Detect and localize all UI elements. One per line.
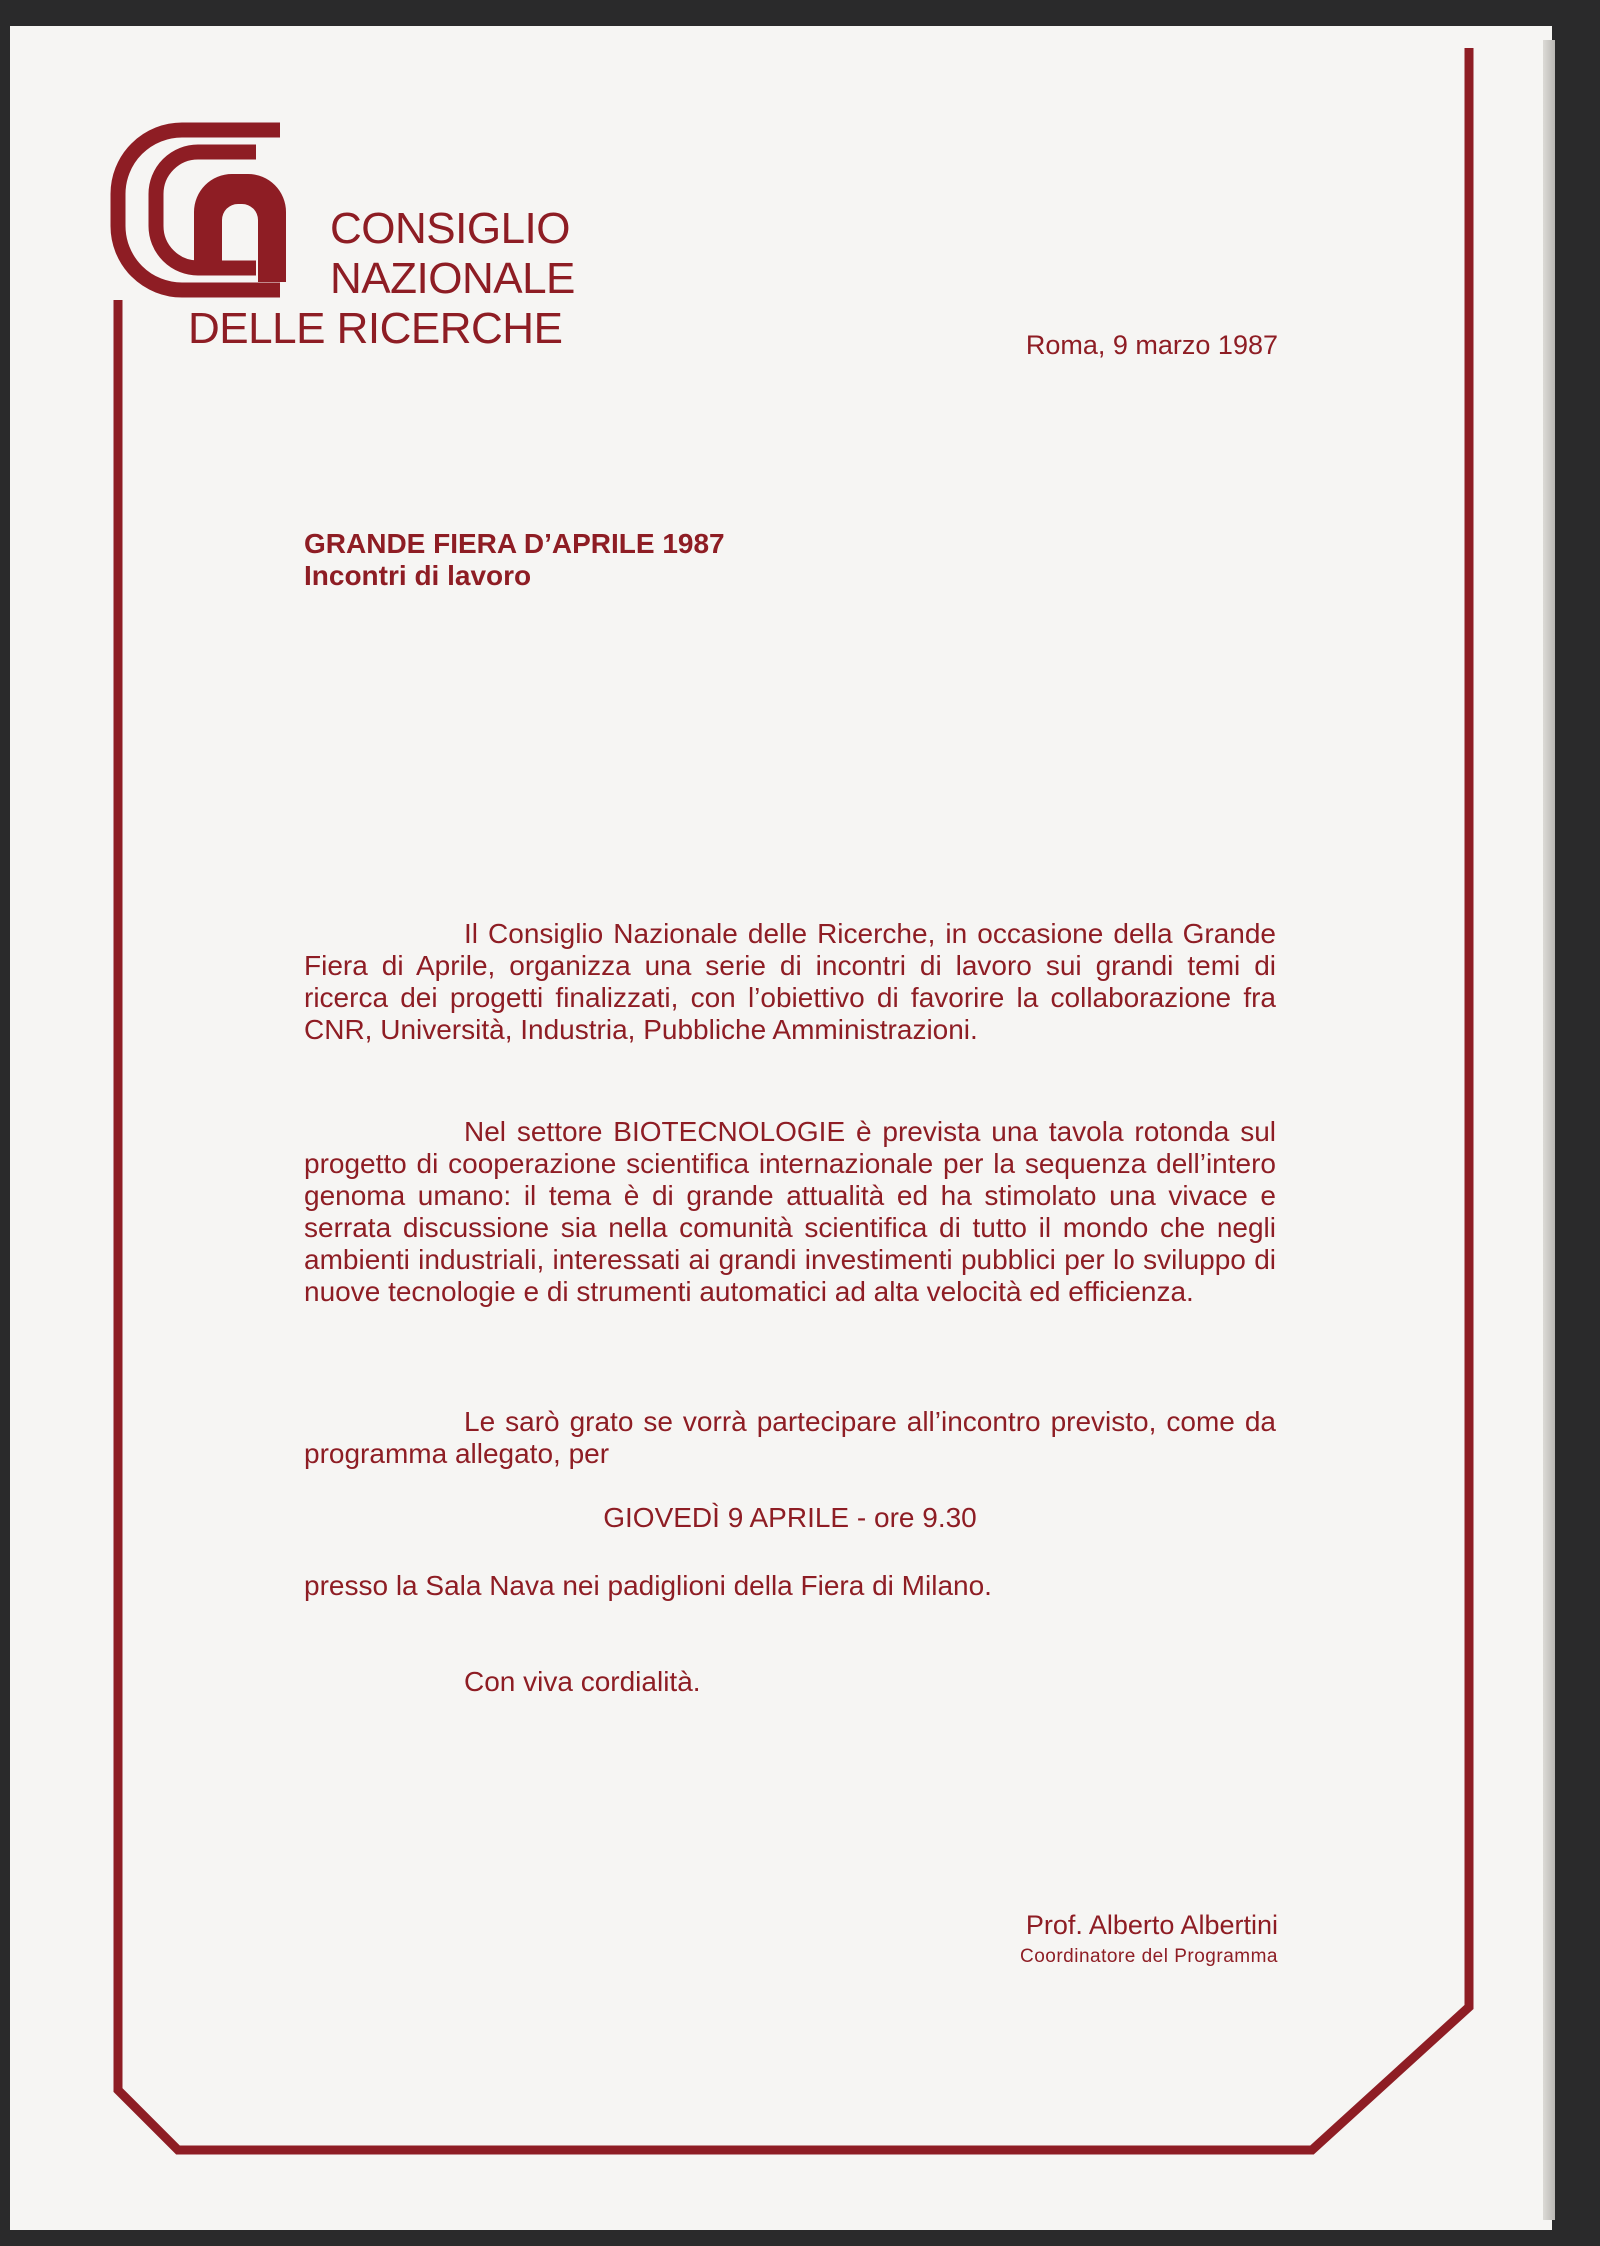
page-edge xyxy=(1543,40,1555,2220)
letter-subject xyxy=(304,528,725,592)
letter-date: Roma, 9 marzo 1987 xyxy=(1025,330,1278,360)
signature-role: Coordinatore del Programma xyxy=(1019,1946,1278,1967)
closing-salutation: Con viva cordialità. xyxy=(464,1666,701,1697)
cnr-logo xyxy=(108,122,308,302)
event-venue: presso la Sala Nava nei padiglioni della Fiera di Milano. xyxy=(304,1570,992,1601)
org-name-line1: CONSIGLIO xyxy=(330,204,570,253)
signature-name: Prof. Alberto Albertini xyxy=(1025,1910,1278,1940)
org-name-line3: DELLE RICERCHE xyxy=(188,304,563,353)
subject-subtitle: Incontri di lavoro xyxy=(304,560,532,591)
body-paragraph-1: Il Consiglio Nazionale delle Ricerche, in occasione della Grande Fiera di Aprile, organizza una serie di incontri di lavoro sui grandi temi di ricerca dei progetti finalizzati, con l’obiettivo di favorire la collaborazione fra CNR, Università, Industria, Pubbliche Amministrazioni. xyxy=(304,918,1276,1045)
body-paragraph-2: Nel settore BIOTECNOLOGIE è prevista una tavola rotonda sul progetto di cooperazione scientifica internazionale per la sequenza dell’intero genoma umano: il tema è di grande attualità ed ha stimolato una vivace e serrata discussione sia nella comunità scientifica di tutto il mondo che negli ambienti industriali, interessati ai grandi investimenti pubblici per lo sviluppo di nuove tecnologie e di strumenti automatici ad alta velocità ed efficienza. xyxy=(304,1116,1276,1307)
subject-title: GRANDE FIERA D’APRILE 1987 xyxy=(304,528,725,559)
org-name-line2: NAZIONALE xyxy=(330,254,575,303)
event-datetime: GIOVEDÌ 9 APRILE - ore 9.30 xyxy=(603,1502,977,1533)
body-paragraph-3: Le sarò grato se vorrà partecipare all’incontro previsto, come da programma allegato, per xyxy=(304,1406,1276,1469)
